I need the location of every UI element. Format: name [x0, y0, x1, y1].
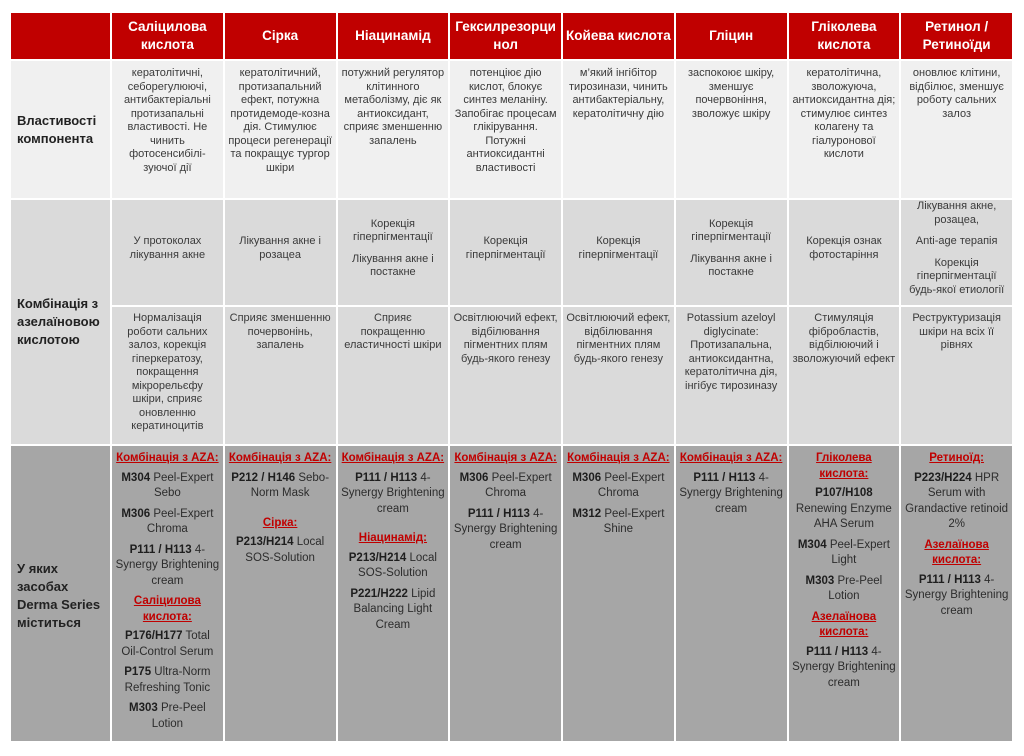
indication-cell	[337, 199, 450, 306]
product-code: P111 / H113	[806, 645, 869, 658]
product-code: M306	[459, 471, 489, 484]
product-code: P111 / H113	[693, 471, 756, 484]
indication-item: Корекція гіперпігментації	[691, 217, 771, 243]
product-item	[341, 551, 446, 582]
properties-cell: потенціює дію кислот, блокує синтез меланіну. Запобігає процесам глікірування. Потужні антиоксидантні властивості	[449, 60, 562, 199]
product-code: P111 / H113	[467, 507, 530, 520]
product-name: Peel-Expert Shine	[601, 507, 665, 535]
product-name: Peel-Expert Chroma	[146, 507, 214, 535]
product-name: Pre-Peel Lotion	[828, 574, 883, 602]
indication-cell	[788, 199, 901, 306]
product-code: P212 / H146	[231, 471, 296, 484]
product-name: 4-Synergy Brightening cream	[341, 471, 445, 515]
properties-cell: оновлює клітини, відбілює, зменшує роботу сальних залоз	[900, 60, 1013, 199]
product-item	[679, 471, 784, 518]
product-name: Pre-Peel Lotion	[151, 702, 206, 730]
row-label-products: У яких засобах Derma Series міститься	[10, 445, 111, 742]
product-code: M312	[572, 507, 602, 520]
product-item	[904, 573, 1009, 620]
product-name: 4-Synergy Brightening cream	[904, 573, 1009, 617]
product-item	[228, 535, 333, 566]
product-code: P111 / H113	[355, 471, 418, 484]
product-name: 4-Synergy Brightening cream	[115, 543, 220, 587]
properties-cell: м’який інгібітор тирозинази, чинить антибактеріальну, кератолітичну дію	[562, 60, 675, 199]
indication-item: Корекція гіперпігментації	[465, 235, 546, 261]
product-section-title: Азелаїнова кислота:	[924, 538, 989, 566]
product-code: P111 / H113	[918, 573, 981, 586]
effect-cell: Освітлюючий ефект, відбілювання пігментних плям будь-якого генезу	[449, 306, 562, 445]
indication-item: Anti-age терапія	[915, 235, 998, 247]
product-section-title: Комбінація з AZA:	[228, 452, 332, 464]
product-name: 4-Synergy Brightening cream	[453, 507, 558, 551]
indication-cell	[900, 199, 1013, 306]
product-name: Local SOS-Solution	[358, 551, 437, 579]
header-cell-sulfur: Сірка	[224, 12, 337, 60]
product-code: P213/H214	[348, 551, 407, 564]
product-item	[115, 471, 220, 502]
product-name: Local SOS-Solution	[245, 536, 325, 564]
product-code: P107/H108	[815, 487, 873, 499]
indication-item: Корекція гіперпігментації	[353, 217, 433, 243]
product-section-title: Комбінація з AZA:	[116, 452, 219, 464]
combination-indications-row	[10, 199, 1013, 306]
row-label-properties: Властивості компонента	[10, 60, 111, 199]
product-name: Sebo-Norm Mask	[250, 471, 330, 499]
product-item	[792, 574, 897, 605]
product-item	[115, 629, 220, 660]
header-cell-niacinamide: Ніацинамід	[337, 12, 450, 60]
products-cell	[562, 445, 675, 742]
products-row	[10, 445, 1013, 742]
indication-cell	[111, 199, 224, 306]
header-cell-glycine: Гліцин	[675, 12, 788, 60]
header-cell-glycolic-acid: Гліколева кислота	[788, 12, 901, 60]
effect-cell: Освітлюючий ефект, відбілювання пігментних плям будь-якого генезу	[562, 306, 675, 445]
properties-cell: потужний регулятор клітинного метаболізму, діє як антиоксидант, сприяє зменшенню запалень	[337, 60, 450, 199]
properties-row	[10, 60, 1013, 199]
product-code: M303	[805, 574, 835, 587]
products-cell	[111, 445, 224, 742]
header-cell-corner	[10, 12, 111, 60]
effect-cell: Нормалізація роботи сальних залоз, корекція гіперкератозу, покращення мікрорельєфу шкіри, сприяє оновленню кератиноцитів	[111, 306, 224, 445]
properties-cell: кератолітичні, себорегулюючі, антибактеріальні протизапальні властивості. Не чинить фотосенсибілі-зуючої дії	[111, 60, 224, 199]
indication-cell	[562, 199, 675, 306]
product-item	[566, 471, 671, 502]
effect-cell: Potassium azeloyl diglycinate: Протизапальна, антиоксидантна, кератолітична дія, інгібує тирозиназу	[675, 306, 788, 445]
product-name: Peel-Expert Sebo	[150, 471, 214, 499]
product-section-title: Комбінація з AZA:	[567, 452, 670, 464]
product-name: Lipid Balancing Light Cream	[353, 587, 436, 631]
product-item	[341, 587, 446, 634]
product-code: P111 / H113	[129, 543, 192, 556]
product-item	[566, 507, 671, 538]
product-item	[115, 665, 220, 696]
product-name: Peel-Expert Light	[826, 538, 890, 566]
header-cell-salicylic-acid: Саліцилова кислота	[111, 12, 224, 60]
product-item	[453, 507, 558, 554]
indication-item: Лікування акне, розацеа,	[916, 200, 997, 226]
indication-item: Лікування акне і постакне	[352, 252, 434, 278]
header-cell-retinol: Ретинол / Ретиноїди	[900, 12, 1013, 60]
indication-item: Корекція ознак фотостаріння	[806, 235, 882, 261]
effect-cell: Реструктуризація шкіри на всіх її рівнях	[900, 306, 1013, 445]
product-item	[792, 538, 897, 569]
row-label-combination: Комбінація з азелаїновою кислотою	[10, 199, 111, 445]
product-item	[115, 507, 220, 538]
properties-cell: кератолітична, зволожуюча, антиоксидантна дія; стимулює синтез колагену та гіалуронової кислоти	[788, 60, 901, 199]
product-code: M303	[129, 702, 158, 714]
product-name: Renewing Enzyme AHA Serum	[795, 502, 892, 530]
effect-cell: Стимуляція фібробластів, відбілюючий і зволожуючий ефект	[788, 306, 901, 445]
product-name: Peel-Expert Chroma	[485, 471, 552, 499]
products-cell	[675, 445, 788, 742]
product-item	[115, 701, 220, 732]
indication-item: Корекція гіперпігментації	[578, 235, 659, 261]
product-name: 4-Synergy Brightening cream	[679, 471, 783, 515]
product-section-title: Комбінація з AZA:	[679, 452, 783, 464]
product-name: Peel-Expert Chroma	[597, 471, 665, 499]
header-cell-kojic-acid: Койева кислота	[562, 12, 675, 60]
product-section-title: Сірка:	[262, 516, 298, 529]
product-item	[115, 543, 220, 590]
indication-cell	[675, 199, 788, 306]
product-section-title: Ніацинамід:	[358, 532, 427, 544]
product-name: 4-Synergy Brightening cream	[792, 645, 896, 689]
product-item	[904, 471, 1009, 533]
products-cell	[224, 445, 337, 742]
products-cell	[449, 445, 562, 742]
product-code: P213/H214	[236, 536, 294, 548]
indication-cell	[449, 199, 562, 306]
product-section-title: Гліколева кислота:	[816, 452, 872, 480]
product-section-title: Ретиноїд:	[929, 452, 984, 464]
product-code: P223/H224	[914, 471, 972, 484]
indication-item: Лікування акне і розацеа	[239, 235, 321, 261]
product-section-title: Саліцилова кислота:	[133, 595, 201, 623]
product-code: M304	[797, 538, 827, 551]
combination-effects-row	[10, 306, 1013, 445]
product-code: M306	[121, 507, 151, 520]
product-section-title: Комбінація з AZA:	[454, 452, 557, 464]
product-item	[792, 645, 897, 692]
products-cell	[900, 445, 1013, 742]
product-code: M304	[121, 471, 151, 484]
effect-cell: Сприяє зменшенню почервонінь, запалень	[224, 306, 337, 445]
ingredients-comparison-table	[9, 11, 1014, 743]
indication-item: Лікування акне і постакне	[690, 252, 772, 278]
product-item	[453, 471, 558, 502]
product-item	[792, 486, 897, 533]
product-name: Ultra-Norm Refreshing Tonic	[124, 666, 211, 694]
product-name: Total Oil-Control Serum	[121, 630, 214, 658]
header-cell-hexylresorcinol: Гексилрезорци нол	[449, 12, 562, 60]
product-code: P176/H177	[124, 630, 183, 642]
product-name: HPR Serum with Grandactive retinoid 2%	[905, 471, 1009, 530]
header-row	[10, 12, 1013, 60]
product-code: P175	[124, 666, 152, 678]
product-section-title: Азелаїнова кислота:	[811, 610, 877, 638]
properties-cell: кератолітичний, протизапальний ефект, потужна протидемоде-козна дія. Стимулює процеси регенерації та покращує тургор шкіри	[224, 60, 337, 199]
product-item	[228, 471, 333, 502]
properties-cell: заспокоює шкіру, зменшує почервоніння, зволожує шкіру	[675, 60, 788, 199]
product-code: P221/H222	[350, 587, 408, 600]
effect-cell: Сприяє покращенню еластичності шкіри	[337, 306, 450, 445]
product-section-title: Комбінація з AZA:	[341, 452, 445, 464]
indication-item: У протоколах лікування акне	[129, 235, 206, 261]
indication-cell	[224, 199, 337, 306]
products-cell	[788, 445, 901, 742]
product-code: M306	[572, 471, 602, 484]
products-cell	[337, 445, 450, 742]
indication-item: Корекція гіперпігментації будь-якої етиології	[909, 256, 1005, 296]
product-item	[341, 471, 446, 518]
